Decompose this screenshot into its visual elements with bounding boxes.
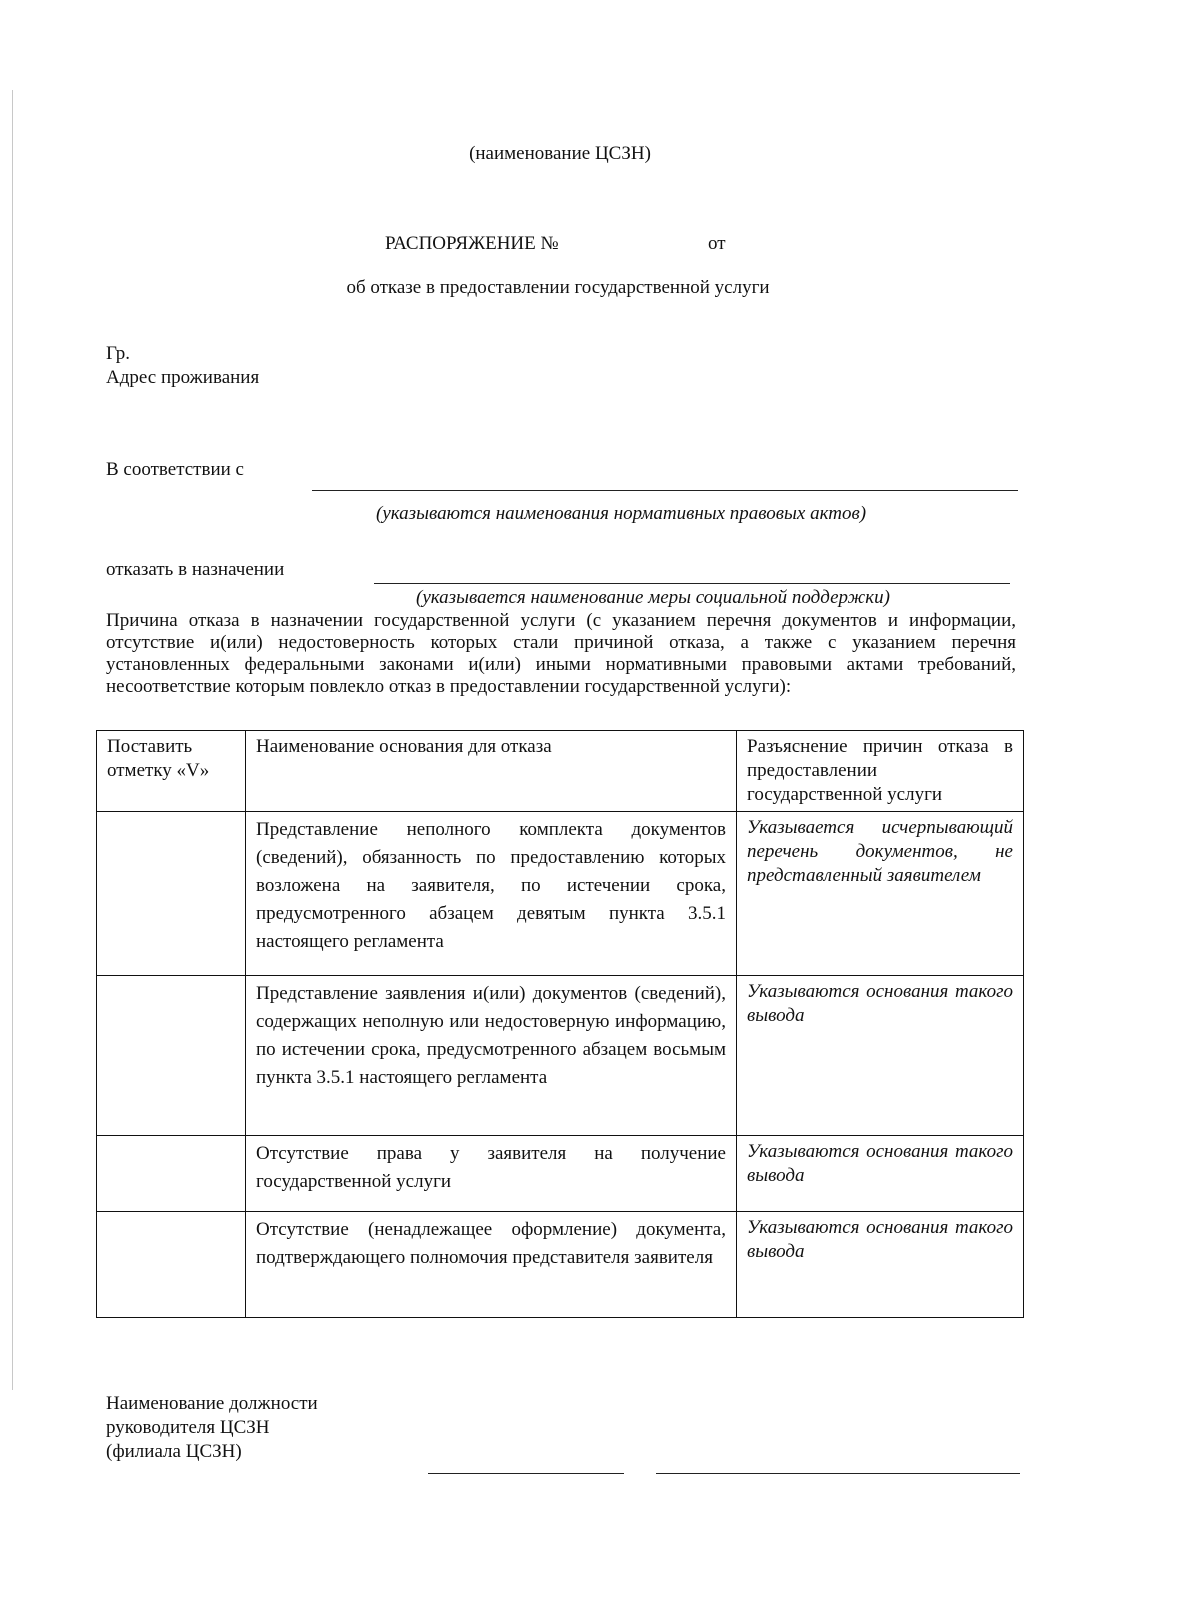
basis-label: В соответствии с	[106, 459, 244, 480]
mark-cell[interactable]	[97, 812, 246, 976]
header-ground: Наименование основания для отказа	[246, 731, 737, 812]
refusal-reason-text: Причина отказа в назначении государственной услуги (с указанием перечня документов и информации, отсутствие и(или) недостоверность которых стали причиной отказа, а также с указанием перечня установленных федеральными законами и(или) иными нормативными правовыми актами требований, несоответствие которым повлекло отказ в предоставлении государственной услуги):	[106, 610, 1016, 697]
org-name: (наименование ЦСЗН)	[469, 143, 651, 164]
ground-cell: Отсутствие (ненадлежащее оформление) документа, подтверждающего полномочия представителя заявителя	[246, 1212, 737, 1318]
signature-position-title: Наименование должности	[106, 1393, 318, 1414]
order-subject: об отказе в предоставлении государственной услуги	[346, 277, 770, 298]
table-row	[97, 812, 1024, 976]
mark-cell[interactable]	[97, 976, 246, 1136]
basis-hint: (указываются наименования нормативных правовых актов)	[376, 503, 867, 524]
refuse-hint: (указывается наименование меры социальной поддержки)	[416, 587, 890, 608]
table-header-row	[97, 731, 1024, 812]
mark-cell[interactable]	[97, 1212, 246, 1318]
table-row	[97, 1136, 1024, 1212]
signature-position-title-2: руководителя ЦСЗН	[106, 1417, 270, 1438]
order-title: РАСПОРЯЖЕНИЕ №	[385, 233, 559, 254]
ground-cell: Отсутствие права у заявителя на получение государственной услуги	[246, 1136, 737, 1212]
refuse-line	[374, 583, 1010, 584]
basis-line	[312, 490, 1018, 491]
signature-name-line	[656, 1473, 1020, 1474]
address-label: Адрес проживания	[106, 367, 260, 388]
ground-cell: Представление заявления и(или) документов (сведений), содержащих неполную или недостоверную информацию, по истечении срока, предусмотренного абзацем восьмым пункта 3.5.1 настоящего регламента	[246, 976, 737, 1136]
header-mark: Поставить отметку «V»	[97, 731, 246, 812]
signature-block	[106, 1392, 318, 1464]
explanation-cell: Указываются основания такого вывода	[737, 1136, 1024, 1212]
ground-cell: Представление неполного комплекта документов (сведений), обязанность по предоставлению которых возложена на заявителя, по истечении срока, предусмотренного абзацем девятым пункта 3.5.1 настоящего регламента	[246, 812, 737, 976]
explanation-cell: Указывается исчерпывающий перечень документов, не представленный заявителем	[737, 812, 1024, 976]
refusal-grounds-table	[96, 730, 1024, 1318]
order-date-label: от	[708, 233, 726, 254]
explanation-cell: Указываются основания такого вывода	[737, 976, 1024, 1136]
citizen-label: Гр.	[106, 343, 131, 364]
refuse-label: отказать в назначении	[106, 559, 285, 580]
table-row	[97, 1212, 1024, 1318]
signature-line	[428, 1473, 624, 1474]
header-explanation: Разъяснение причин отказа в предоставлении государственной услуги	[737, 731, 1024, 812]
signature-position-title-3: (филиала ЦСЗН)	[106, 1441, 242, 1462]
mark-cell[interactable]	[97, 1136, 246, 1212]
explanation-cell: Указываются основания такого вывода	[737, 1212, 1024, 1318]
table-row	[97, 976, 1024, 1136]
